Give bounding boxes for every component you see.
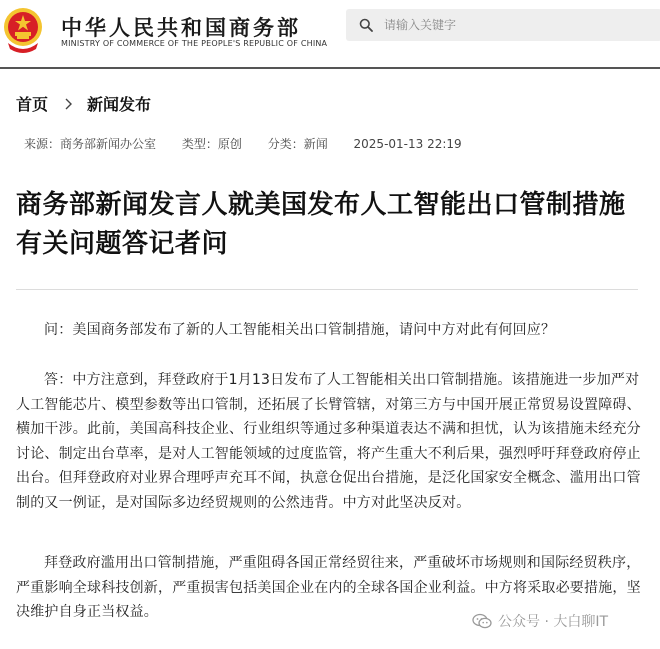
watermark <box>472 611 608 631</box>
national-emblem-icon[interactable] <box>2 5 44 55</box>
article-paragraph: 答：中方注意到，拜登政府于1月13日发布了人工智能相关出口管制措施。该措施进一步加严对人工智能芯片、模型参数等出口管制，还拓展了长臂管辖，对第三方与中国开展正常贸易设置障碍、横加干涉。此前，美国高科技企业、行业组织等通过多种渠道表达不满和担忧，认为该措施未经充分讨论、制定出台草率，是对人工智能领域的过度监管，将产生重大不利后果，强烈呼吁拜登政府停止出台。但拜登政府对业界合理呼声充耳不闻，执意仓促出台措施，是泛化国家安全概念、滥用出口管制的又一例证，是对国际多边经贸规则的公然违背。中方对此坚决反对。 <box>16 372 641 511</box>
search-icon[interactable] <box>359 18 373 32</box>
article-paragraph: 拜登政府滥用出口管制措施，严重阻碍各国正常经贸往来，严重破坏市场规则和国际经贸秩序，严重影响全球科技创新，严重损害包括美国企业在内的全球各国企业利益。中方将采取必要措施，坚决维护自身正当权益。 <box>16 555 641 620</box>
wechat-icon <box>472 613 492 629</box>
meta-type: 类型：原创 <box>181 137 242 151</box>
breadcrumb-current[interactable]: 新闻发布 <box>87 95 152 114</box>
title-divider <box>16 289 638 290</box>
article-paragraph: 问：美国商务部发布了新的人工智能相关出口管制措施，请问中方对此有何回应？ <box>44 322 556 338</box>
search-box[interactable] <box>346 9 660 41</box>
meta-datetime: 2025-01-13 22:19 <box>353 137 462 151</box>
site-header <box>0 0 660 66</box>
header-divider <box>0 67 660 69</box>
meta-category: 分类：新闻 <box>267 137 328 151</box>
breadcrumb <box>16 92 151 115</box>
search-input[interactable] <box>384 9 644 41</box>
meta-source: 来源：商务部新闻办公室 <box>24 137 157 151</box>
breadcrumb-home-link[interactable]: 首页 <box>16 95 49 114</box>
site-title[interactable]: 中华人民共和国商务部 <box>61 16 301 40</box>
article-meta <box>24 135 484 152</box>
article-title: 商务部新闻发言人就美国发布人工智能出口管制措施有关问题答记者问 <box>16 190 626 259</box>
site-subtitle: MINISTRY OF COMMERCE OF THE PEOPLE'S REPUBLIC OF CHINA <box>61 39 328 48</box>
chevron-right-icon <box>64 97 73 111</box>
watermark-text: 公众号 · 大白聊IT <box>498 614 609 630</box>
